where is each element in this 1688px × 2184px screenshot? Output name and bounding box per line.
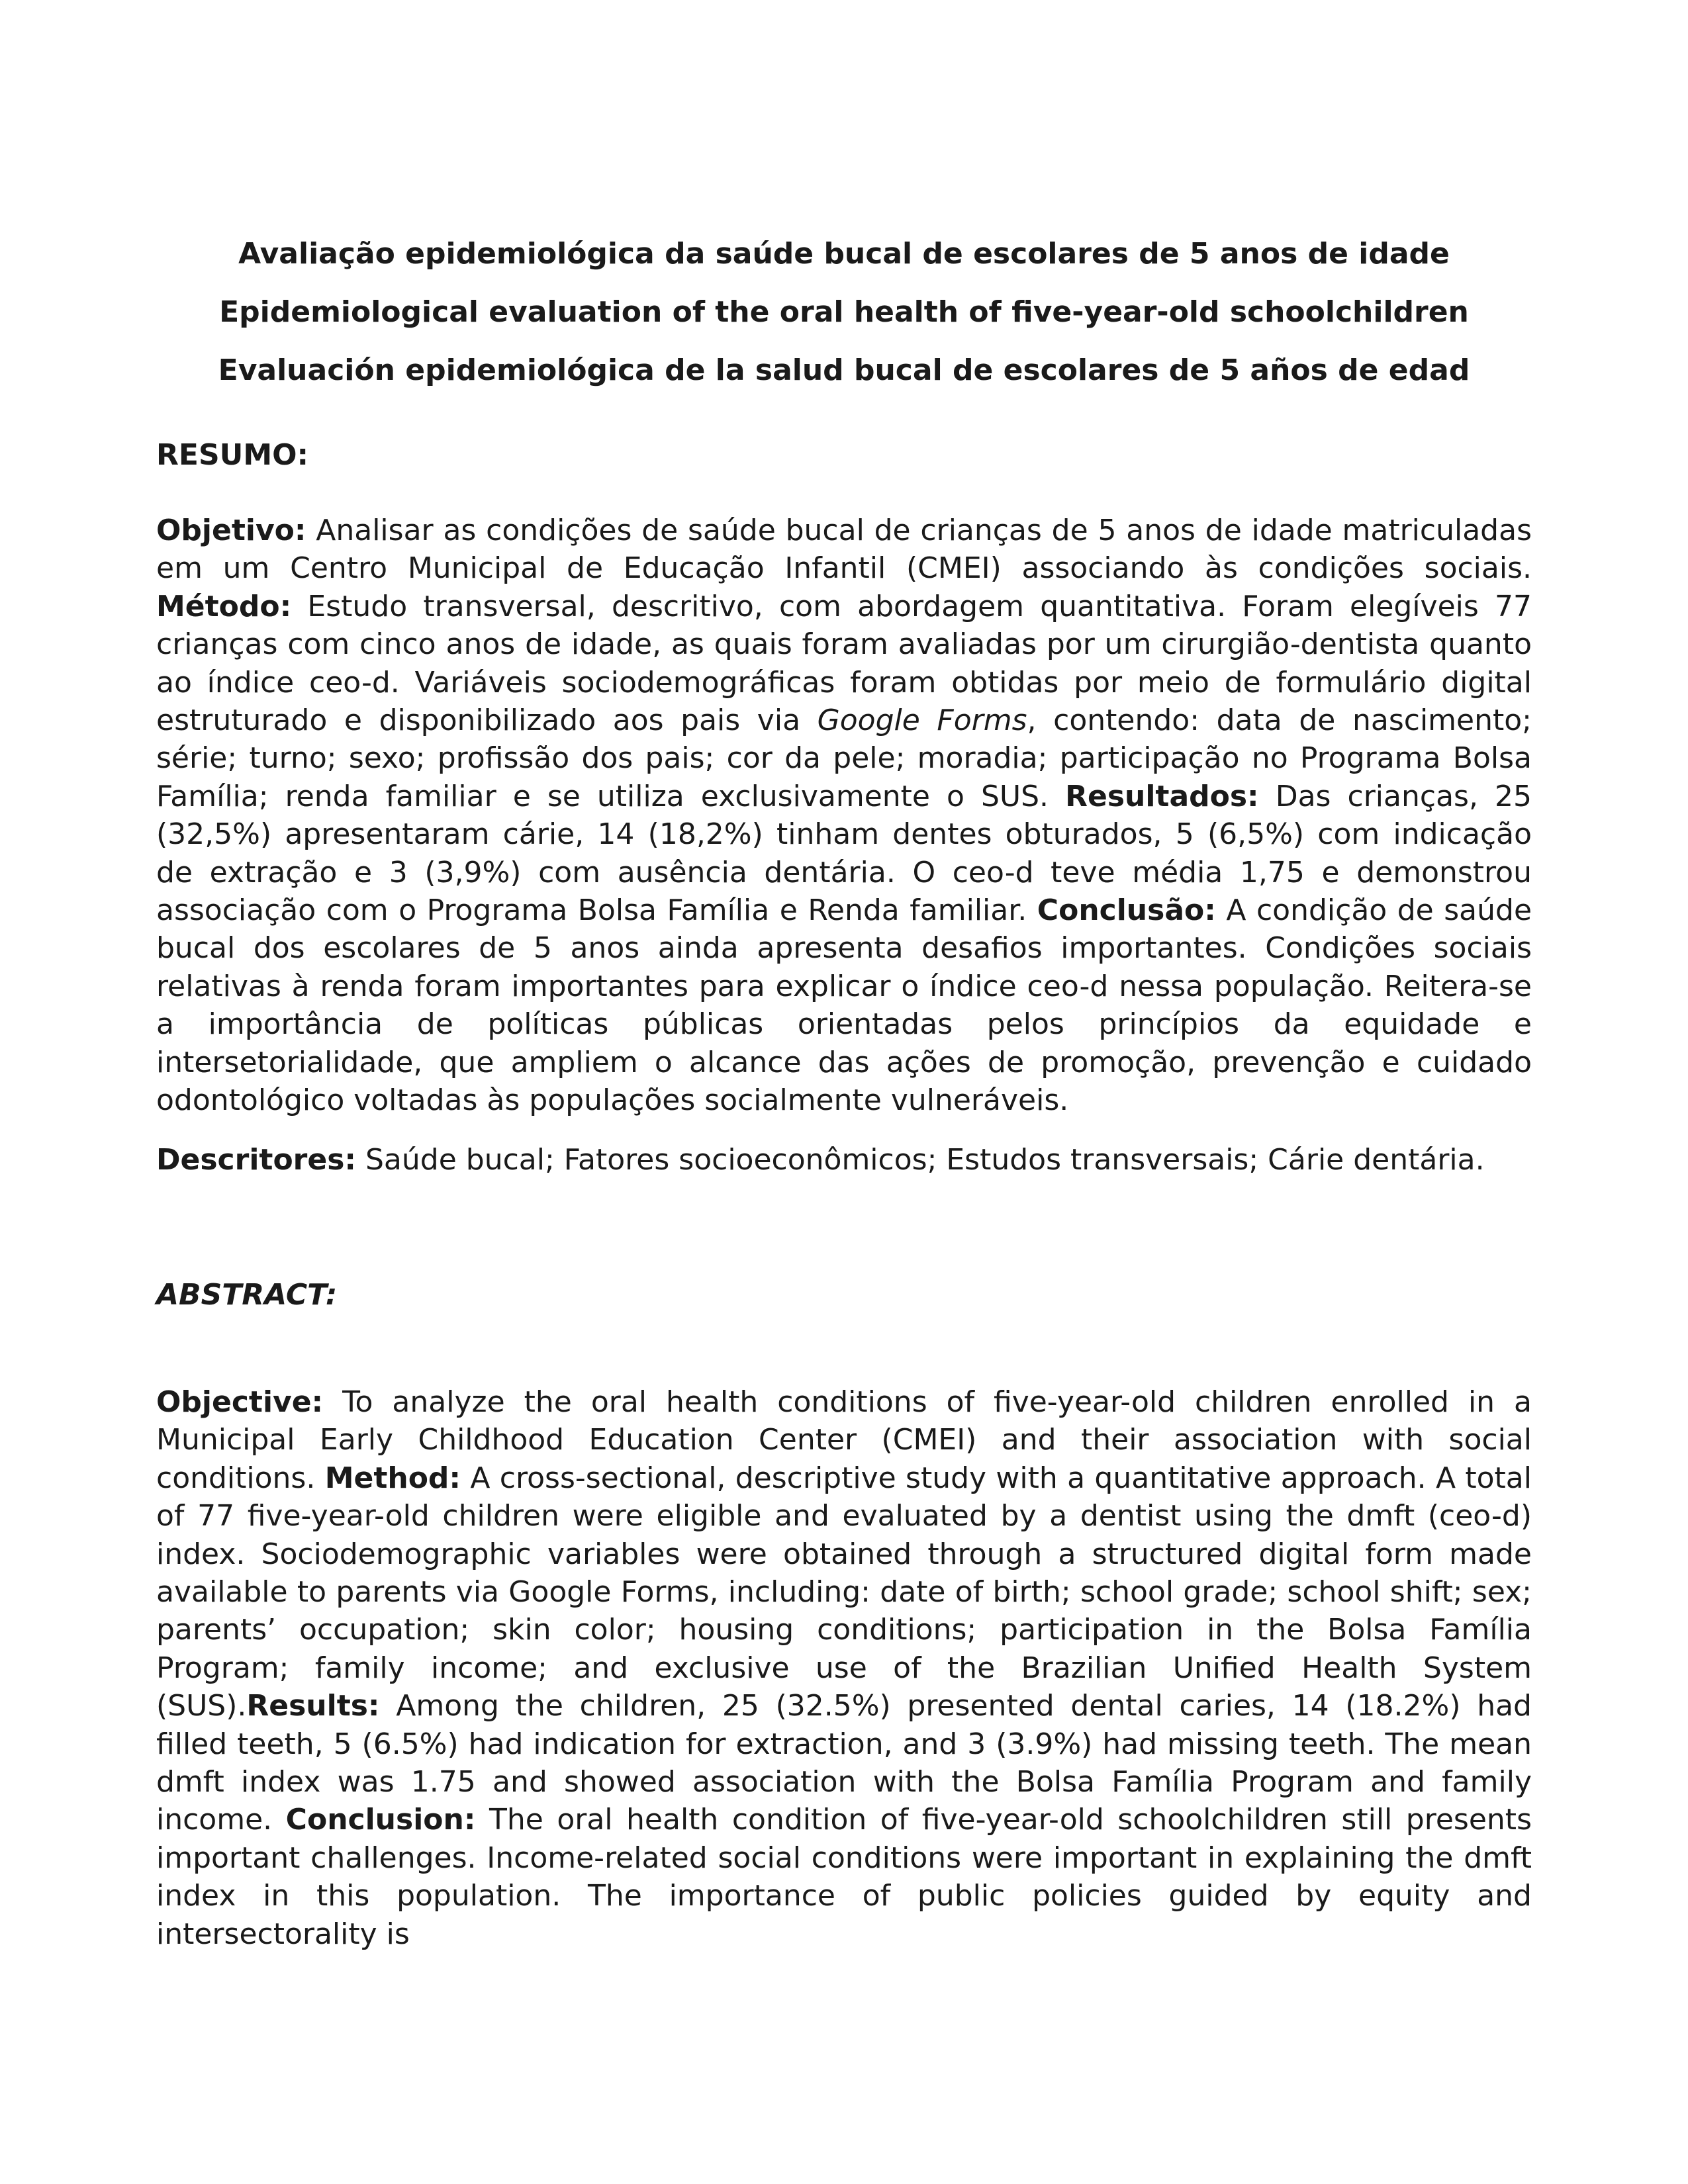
objetivo-text: Analisar as condições de saúde bucal de crianças de 5 anos de idade matriculadas em um Centro Municipal de Educação Infantil (CMEI) associando às condições sociais.: [156, 514, 1532, 586]
title-spanish: Evaluación epidemiológica de la salud bucal de escolares de 5 años de edad: [218, 353, 1470, 387]
conclusion-label: Conclusion:: [285, 1803, 476, 1837]
metodo-label: Método:: [156, 589, 292, 623]
paper-page: [156, 225, 1532, 1953]
resultados-text: Das crianças, 25 (32,5%) apresentaram cárie, 14 (18,2%) tinham dentes obturados, 5 (6,5%) com indicação de extração e 3 (3,9%) com ausência dentária. O ceo-d teve média 1,75 e demonstrou associação com o Programa Bolsa Família e Renda familiar.: [156, 779, 1532, 928]
method-text: A cross-sectional, descriptive study with a quantitative approach. A total of 77 five-year-old children were eligible and evaluated by a dentist using the dmft (ceo-d) index. Sociodemographic variables were obtained through a structured digital form made available to parents via Google Forms, including: date of birth; school grade; school shift; sex; parents’ occupation; skin color; housing conditions; participation in the Bolsa Família Program; family income; and exclusive use of the Brazilian Unified Health System (SUS).: [156, 1461, 1532, 1723]
abstract-heading: ABSTRACT:: [156, 1277, 338, 1312]
resumo-heading: RESUMO:: [156, 438, 309, 472]
objective-label: Objective:: [156, 1385, 324, 1419]
abstract-paragraph: [156, 1383, 1532, 1953]
descritores-text: Saúde bucal; Fatores socioeconômicos; Estudos transversais; Cárie dentária.: [356, 1142, 1485, 1177]
descritores-paragraph: [156, 1141, 1532, 1179]
google-forms-italic: Google Forms: [817, 704, 1027, 738]
conclusion-text: The oral health condition of five-year-old schoolchildren still presents important challenges. Income-related social conditions were important in explaining the dmft index in this population. The importance of public policies guided by equity and intersectorality is: [156, 1803, 1532, 1951]
results-text: Among the children, 25 (32.5%) presented dental caries, 14 (18.2%) had filled teeth, 5 (6.5%) had indication for extraction, and 3 (3.9%) had missing teeth. The mean dmft index was 1.75 and showed association with the Bolsa Família Program and family income.: [156, 1689, 1532, 1837]
conclusao-text: A condição de saúde bucal dos escolares de 5 anos ainda apresenta desafios importantes. Condições sociais relativas à renda foram importantes para explicar o índice ceo-d nessa população. Reitera-se a importância de políticas públicas orientadas pelos princípios da equidade e intersetorialidade, que ampliem o alcance das ações de promoção, prevenção e cuidado odontológico voltadas às populações socialmente vulneráveis.: [156, 893, 1532, 1118]
metodo-text-2: , contendo: data de nascimento; série; turno; sexo; profissão dos pais; cor da pele; moradia; participação no Programa Bolsa Família; renda familiar e se utiliza exclusivamente o SUS.: [156, 704, 1532, 813]
objective-text: To analyze the oral health conditions of five-year-old children enrolled in a Municipal Early Childhood Education Center (CMEI) and their association with social conditions.: [156, 1385, 1532, 1495]
title-portuguese: Avaliação epidemiológica da saúde bucal de escolares de 5 anos de idade: [238, 237, 1450, 271]
title-block: [156, 225, 1532, 400]
objetivo-label: Objetivo:: [156, 514, 306, 547]
resumo-paragraph: [156, 512, 1532, 1120]
results-label: Results:: [246, 1689, 380, 1723]
conclusao-label: Conclusão:: [1037, 893, 1216, 928]
descritores-label: Descritores:: [156, 1142, 357, 1177]
resultados-label: Resultados:: [1065, 779, 1259, 813]
metodo-text-1: Estudo transversal, descritivo, com abordagem quantitativa. Foram elegíveis 77 crianças com cinco anos de idade, as quais foram avaliadas por um cirurgião-dentista quanto ao índice ceo-d. Variáveis sociodemográficas foram obtidas por meio de formulário digital estruturado e disponibilizado aos pais via: [156, 589, 1532, 738]
title-english: Epidemiological evaluation of the oral health of five-year-old schoolchildren: [219, 295, 1469, 329]
method-label: Method:: [324, 1461, 461, 1495]
